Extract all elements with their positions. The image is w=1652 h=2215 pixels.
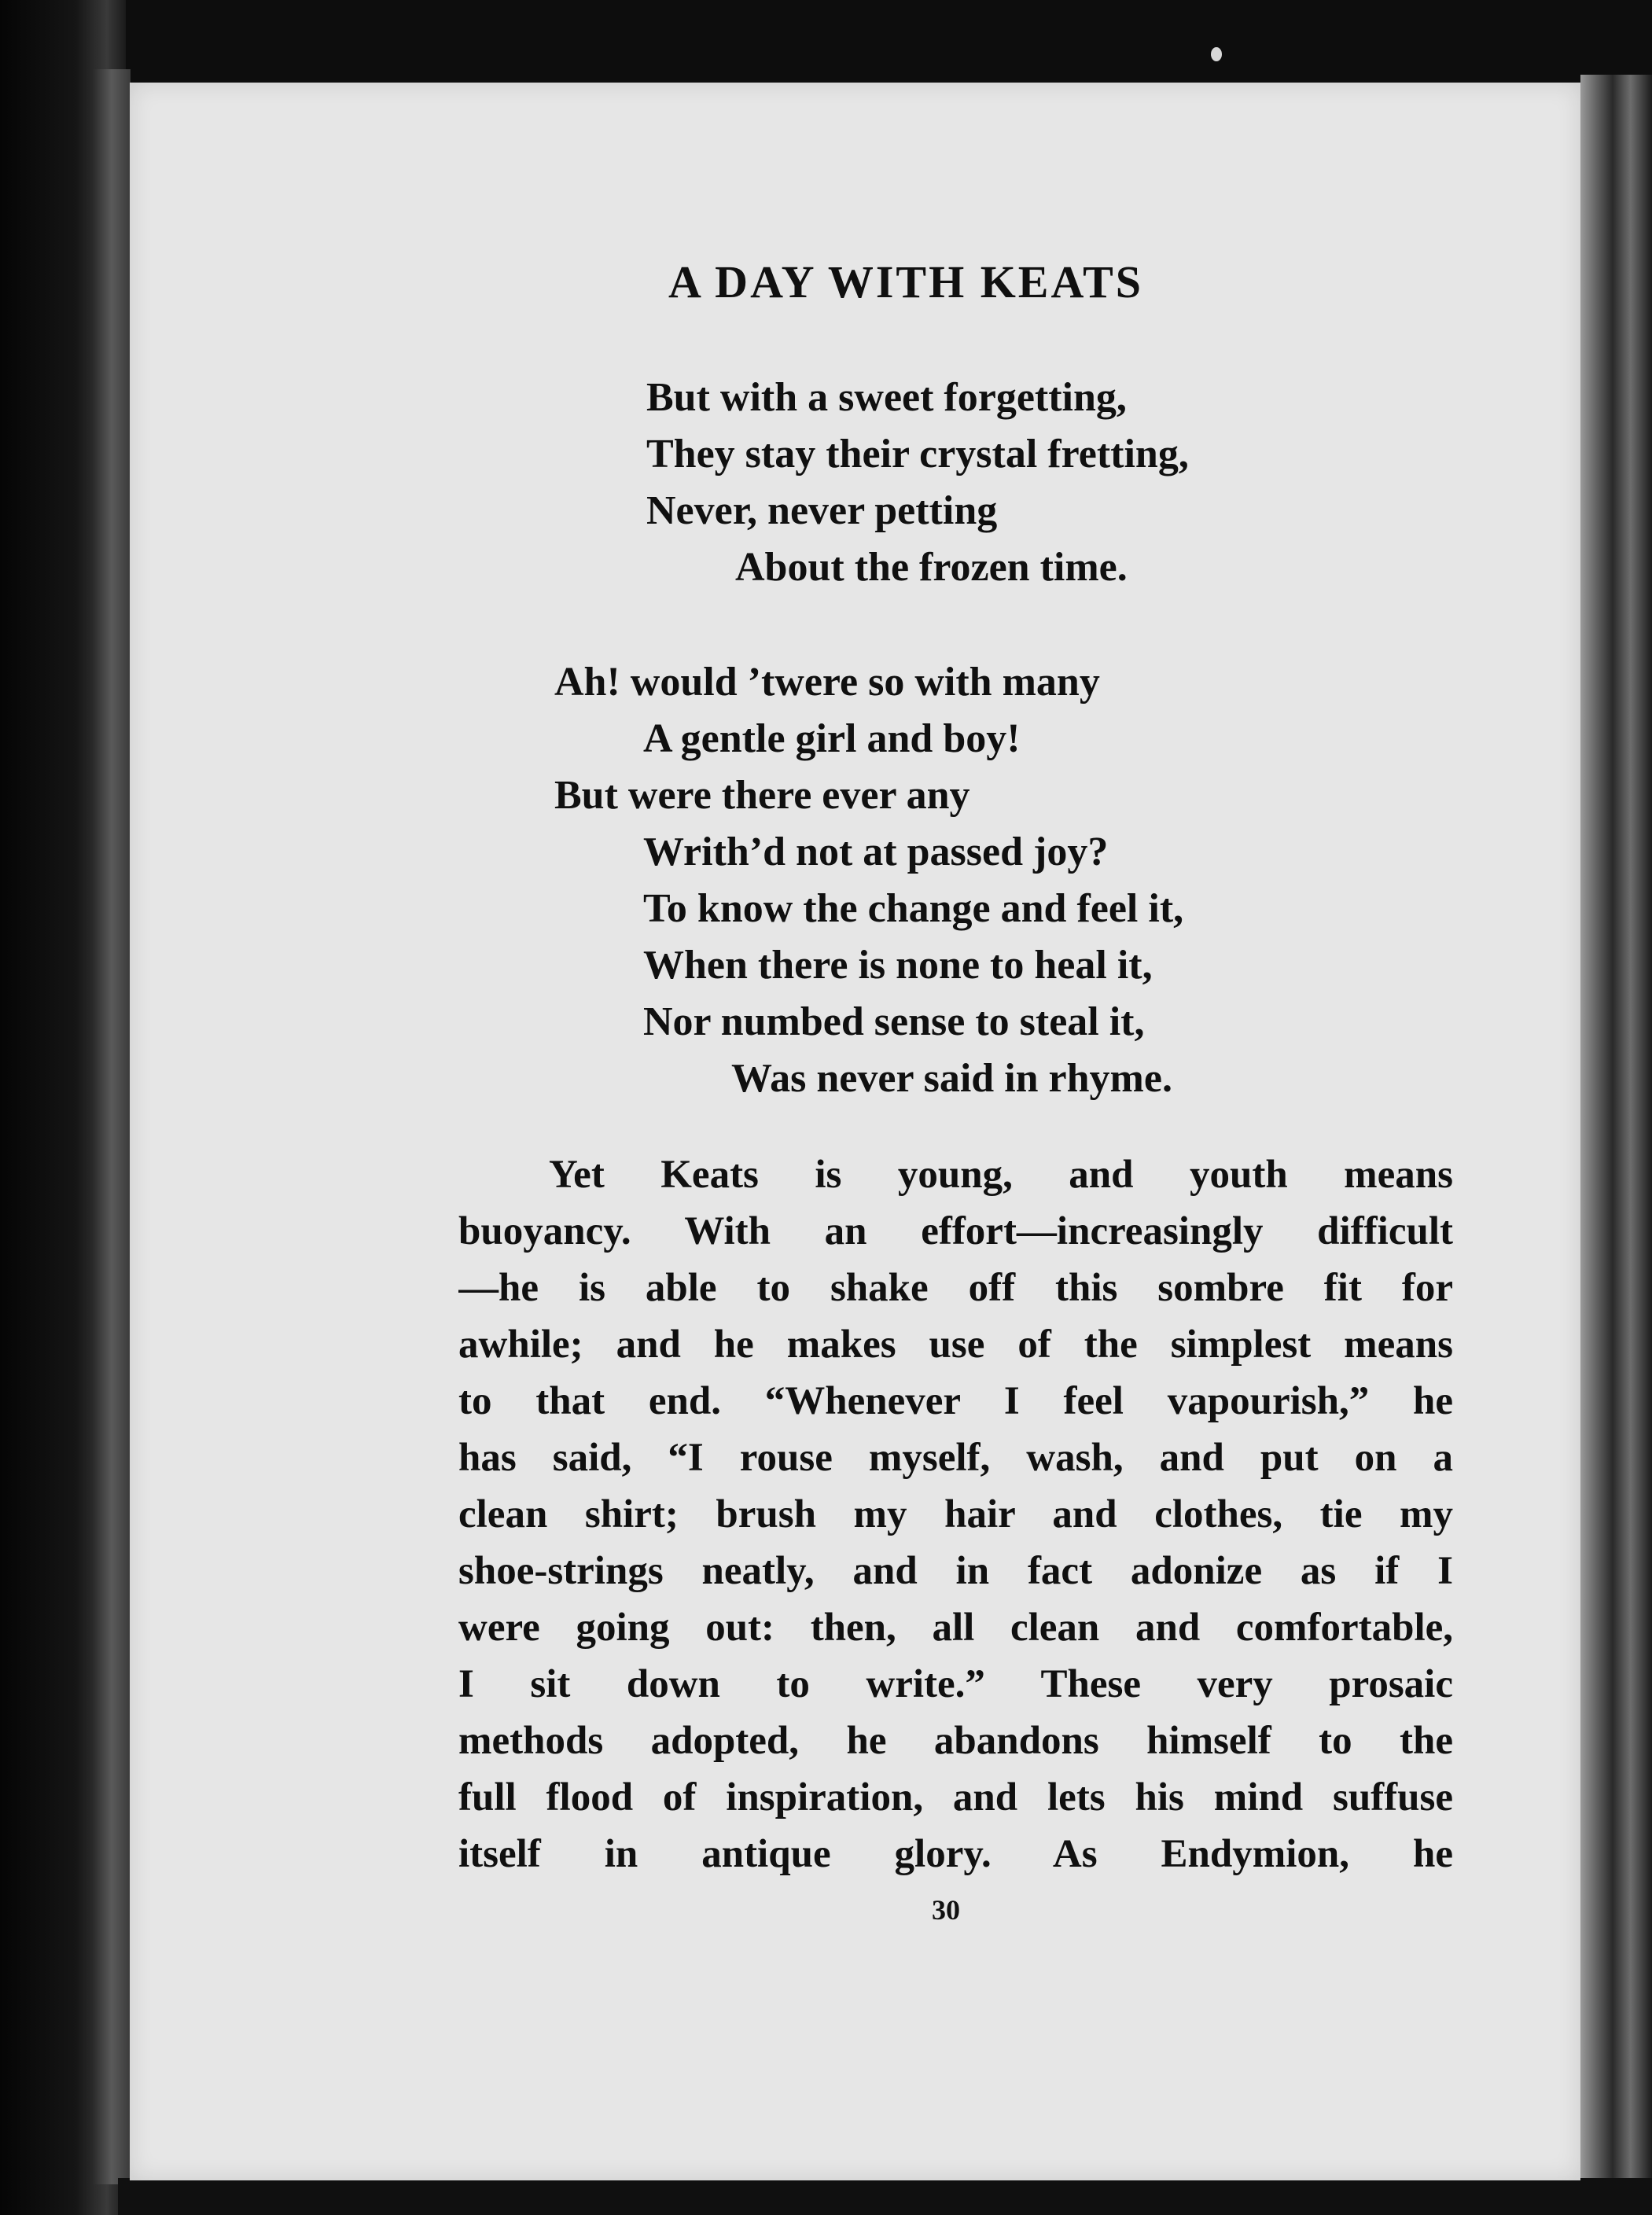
prose-line: shoe-strings neatly, and in fact adonize as if I [458, 1549, 1453, 1593]
prose-line: clean shirt; brush my hair and clothes, tie my [458, 1492, 1453, 1536]
prose-line: full flood of inspiration, and lets his mind suffuse [458, 1775, 1453, 1819]
verse-line: Never, never petting [646, 488, 998, 533]
verse-line: Writh’d not at passed joy? [643, 830, 1109, 874]
prose-paragraph [458, 1146, 1453, 1882]
prose-line: Yet Keats is young, and youth means [549, 1153, 1453, 1197]
prose-line: to that end. “Whenever I feel vapourish,” he [458, 1379, 1453, 1423]
verse-line: They stay their crystal fretting, [646, 432, 1189, 476]
prose-line: I sit down to write.” These very prosaic [458, 1662, 1453, 1706]
verse-line: A gentle girl and boy! [643, 716, 1021, 761]
prose-line: methods adopted, he abandons himself to the [458, 1719, 1453, 1763]
verse-line: About the frozen time. [735, 545, 1128, 590]
verse-line: Nor numbed sense to steal it, [643, 999, 1145, 1044]
verse-line: When there is none to heal it, [643, 943, 1153, 988]
verse-line: But were there ever any [554, 773, 970, 818]
prose-line: has said, “I rouse myself, wash, and put on a [458, 1436, 1453, 1480]
prose-line: were going out: then, all clean and comfortable, [458, 1606, 1453, 1650]
bottom-scan-border [118, 2178, 1652, 2215]
prose-line: awhile; and he makes use of the simplest means [458, 1323, 1453, 1367]
page-number: 30 [932, 1894, 960, 1926]
verse-line: But with a sweet forgetting, [646, 375, 1127, 420]
verse-line: Was never said in rhyme. [731, 1056, 1172, 1101]
scan-speck [1211, 47, 1222, 61]
page-block-edge [1580, 75, 1652, 2198]
verse-line: To know the change and feel it, [643, 886, 1184, 931]
running-head: A DAY WITH KEATS [668, 256, 1144, 307]
prose-line: buoyancy. With an effort—increasingly difficult [458, 1209, 1453, 1253]
book-spine-edge [93, 69, 131, 2184]
prose-line: —he is able to shake off this sombre fit for [458, 1266, 1453, 1310]
prose-line: itself in antique glory. As Endymion, he [458, 1832, 1453, 1876]
verse-line: Ah! would ’twere so with many [554, 660, 1100, 705]
